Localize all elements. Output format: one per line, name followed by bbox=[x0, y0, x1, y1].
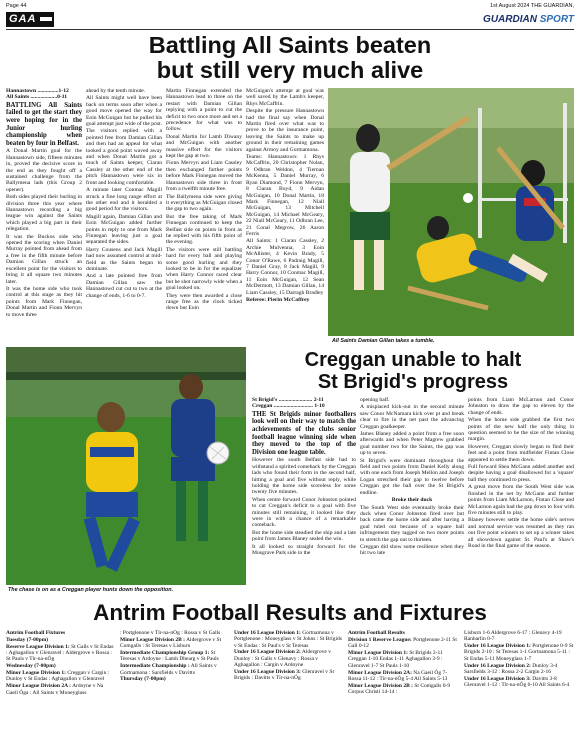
page-number: Page 44 bbox=[6, 3, 27, 9]
fixture-entry: Under 16 League Division 1: Gortnamona v Portglenone : Moneyglass v St Johns : St Brigids v St Endas : St Paul's v St Teresas bbox=[234, 630, 342, 649]
story1-headline-line1: Battling All Saints beaten bbox=[148, 32, 432, 58]
story2-para: However, Creggan slowly began to find their feet and a point from midfielder Fintan Close appeared to settle them down. bbox=[468, 443, 574, 463]
section-label: GAA bbox=[9, 13, 37, 25]
story1-para: McGuigan's attempt at goal was well saved by the Lamb's keeper, Rhys McCaffrin. bbox=[246, 88, 324, 107]
story1-para: But the free taking of Mark Finnegan continued to keep the Belfast side on points in front as he replied with his fifth point of the evening. bbox=[166, 213, 242, 246]
story1-para: Harry Cousens and Jack Magill had now assumed control at mid-field as the Saints began to dominate. bbox=[86, 246, 162, 272]
hurling-photo-illustration bbox=[328, 88, 574, 336]
story1-para: Donal Martin for Lamb Diwany and McGuigan with another massive effort for the visitors kept the gap at two. bbox=[166, 133, 242, 160]
fixture-entry: Antrim Football Results bbox=[348, 630, 405, 636]
story2-lede: THE St Brigids minor footballers look well on their way to match the achievements of the clubs senior football league winning side when they moved to the top of the Division one league table. bbox=[252, 410, 356, 456]
story2-para: St Brigid's were dominant throughout the field and two points from Daniel Kelly along with one each from Joseph Mellon and Joseph Logan stretched their gap to twelve before Creggan got the ball over the St Brigid's endline. bbox=[360, 457, 464, 496]
story2-para: It all looked so straight forward for the Musgrave Park side in the bbox=[252, 543, 356, 557]
brand-guardian: GUARDIAN bbox=[483, 14, 537, 25]
fixture-entry: Minor League Division 2B : Aldergrove v St Comgalls : St Teresas v Lisburn bbox=[120, 636, 222, 650]
fixtures-col1 bbox=[6, 630, 114, 734]
fixture-entry: Thursday (7-00pm) bbox=[120, 676, 166, 683]
story1-para: It was the home side who took control at this stage as they hit points from Mark Finnegan, Donal Martin and Fionn Mervyn to move three bbox=[6, 285, 82, 318]
fixtures-col5 bbox=[464, 630, 574, 734]
fixture-entry: Intermediate Championship Group 1: St Teresas v Ardoyne : Lamh Dhearg v St Pauls bbox=[120, 650, 219, 663]
story1-score1: Hannastown ...............1-12 bbox=[6, 88, 69, 94]
fixture-entry: Under 16 League Division 3: Glenravel v St Brigids : Davitts v Tír-na-nÓg bbox=[234, 668, 334, 682]
story1-para: Both sides played their hurling in division three this year where Hannastown recording a big league win against the Saints which played a big part in their relegation. bbox=[6, 194, 82, 233]
story1-referee: Referee: Pierin McCaffrey bbox=[246, 297, 310, 303]
brand-logo bbox=[483, 14, 574, 25]
story2-para: Creggan did show some resilience when they hit two late bbox=[360, 543, 464, 557]
story1-team-hannastown: Teams: Hannastown: 1 Rhys McCaffrin, 20 Christopher Nolan, 9 Odhran Weldon, 4 Tiernan McKenna, 5 Daniel Murray, 6 Ryan Diamond, 7 Fionn Mervyn, 8 Ciaran Boyd, 9 Aidan McGuigan, 10 Donal Martin, 18 Mark Finnegan, 12 Niall McGuigan, 13 Mitchell McGuigan, 14 Michael McGeary, 22 Niall McGeary, 11 Odhran Lee, 21 Conal Megrow, 26 Aaron Ferris bbox=[246, 154, 324, 237]
story2-subhead: Broke their duck bbox=[391, 497, 433, 504]
story1-col1 bbox=[6, 88, 82, 340]
fixture-entry: Lisburn 1-6 Aldergrove 6-17 : Glenavy 4-19 Ranbarlin 0-7 bbox=[464, 630, 562, 643]
story2-para: But the home side steadied the ship and a late point from James Blaney sealed the win. bbox=[252, 529, 356, 543]
fixture-entry: Wednesday (7-00pm) bbox=[6, 663, 56, 670]
fixture-entry: Antrim Football Fixtures bbox=[6, 630, 66, 636]
story2-para: James Blaney added a point from a free soon afterwards and when Peter Magrew grabbed goal number two for the Saints, the gap was up to seven. bbox=[360, 431, 464, 457]
story2-para: Full forward Shea McGann added another and despite having a goal disallowed for a 'square' ball they continued to press. bbox=[468, 464, 574, 483]
fixture-entry: Division 1 Reserve League: Portglenone 2-11 St Gall 0-12 bbox=[348, 636, 457, 650]
story1-para: Martin Finnegan extended the Hannastown lead to three on the restart with Damian Gillan replying with a point to cut the deficit to two once more and set a precedence for what was to follow. bbox=[166, 88, 242, 133]
story2-col2 bbox=[360, 397, 464, 589]
story2-score1: St Brigid's ........................ 2-11 bbox=[252, 397, 324, 403]
story1-para: ahead by the tenth minute. bbox=[86, 88, 146, 94]
story1-team-allsaints: All Saints: 1 Ciaran Cassley, 2 Archie Mulvenna, 3 Eoin McAllister, 4 Kevin Brady, 5 Conor O'Rawe, 6 Padraig Magill, 7 Daniel Gray, 8 Jack Magill, 9 Harry Connor, 10 Conmac Magill, 11 Eoin McGuigan, 12 Sean McDermott, 13 Damian Gillan, 14 Liam Cassley, 15 Darragh Bradley bbox=[246, 238, 324, 296]
section-logo bbox=[6, 12, 54, 27]
fixture-entry: Minor League Division 2A: Na Gaeil Óg 7- Rossa 11-12 : Tír-na-nÓg 5-4 All Saints 5-13 bbox=[348, 669, 448, 682]
story2-score2: Creggan ............................ 1-10 bbox=[252, 403, 325, 410]
fixtures-col3 bbox=[234, 630, 342, 734]
section-bar-icon bbox=[40, 17, 52, 21]
story1-para: The visitors replied with a pointed free from Damian Gillan and then had an appeal for what looked a good point waved away and when Donal Martin got a touch of Saints keeper, Ciaran Cassley at the other end of the pitch Hannastown were six in front and looking comfortable. bbox=[86, 128, 162, 186]
fixture-entry: : Portglenone v Tír-na-nÓg : Rossa v St Galls bbox=[120, 630, 221, 636]
fixture-entry: Under 16 League Division 3: Davitts 3-8 Glenravel 1-12 : Tír-na-nÓg 0-10 All Saints 6-4 bbox=[464, 675, 570, 689]
story2-col3 bbox=[468, 397, 574, 589]
story2-para: A great move from the South West side was finished in the net by McGann and further points from Liam McLarnon, Fintan Close and McLarnon again had the gap down to four with five minutes still to play. bbox=[468, 484, 574, 516]
fixture-entry: Minor League Division 1: Creggan v Cargin : Dunloy v St Endas : Aghagallon v Glenravel bbox=[6, 670, 110, 683]
story1-col4 bbox=[246, 88, 324, 340]
fixture-entry: Minor League Division 2A : Ardoyne v Na Gaeil Óga : All Saints v Moneyglass bbox=[6, 683, 104, 696]
fixture-entry: Under 16 League Division 1: Portglenone 0-9 St Brigids 2-10 : St Teresas 1-1 Gortnamona 5-11 : St Endas 5-11 Moneyglass 1-7 bbox=[464, 643, 574, 662]
fixture-entry: Minor League Division 2B : St Comgalls 0-9 Corpus Christi 14-14 : bbox=[348, 682, 451, 696]
story1-score2: All Saints ...................0-11 bbox=[6, 94, 68, 101]
fixture-entry: Intermediate Championship : All Saints v Gortnamona : Sarsfields v Davitts bbox=[120, 663, 217, 676]
fixtures-col4 bbox=[348, 630, 458, 734]
issue-date: 1st August 2024 THE GUARDIAN, bbox=[490, 3, 574, 9]
story2-para: When centre forward Conor Johnston pointed to cut Creggan's deficit to a goal with five minutes still remaining, it looked like they were in with a chance of a remarkable comeback. bbox=[252, 496, 356, 529]
fixture-entry: Tuesday (7-00pm) bbox=[6, 636, 49, 643]
story1-headline-line2: but still very much alive bbox=[156, 57, 424, 83]
story1-para: Despite the pressure Hannastown had the final say when Donal Martin fired over what was to prove to be the insurance point, leaving the Saints to make up ground in their remaining games against Armoy and Gortnamona. bbox=[246, 108, 324, 153]
story2-para: opening half. bbox=[360, 397, 390, 403]
story1-para: Fionn Mervyn and Liam Cassley then exchanged further points before Mark Finnegan moved the Hannastown side three in front from a twelfth minute free. bbox=[166, 160, 242, 193]
header-rule bbox=[6, 29, 574, 30]
story2-headline-line1: Creggan unable to halt bbox=[304, 349, 522, 371]
fixtures-headline: Antrim Football Results and Fixtures bbox=[93, 600, 487, 625]
story1-para: A minute later Conmac Magill struck a fine long range effort at the other end and it heralded a good period for the visitors. bbox=[86, 187, 162, 213]
fixtures-col2 bbox=[120, 630, 228, 734]
fixture-entry: Reserve League Division 1: St Galls v St Endas : Aghagallon v Glenravel : Aldergrove v Rossa : St Pauls v Tír-na-nÓg bbox=[6, 643, 114, 663]
story2-caption: The chase is on as a Creggan player hunts down the opposition. bbox=[8, 587, 174, 593]
story2-photo bbox=[6, 347, 246, 585]
story2-para: Blaney however settle the home side's nerves and normal service was resumed as they ran out five point winners to set up a winner takes all showdown against St. Paul's at Shaw's Road in the final game of the season. bbox=[468, 517, 574, 549]
story2-headline-line2: St Brigid's progress bbox=[317, 371, 509, 393]
story2-col1 bbox=[252, 397, 356, 589]
fixture-entry: Under 16 League Division 2: Dunloy 3-4 Sarsfields 3-12 : Rossa 2-2 Cargin 2-16 bbox=[464, 662, 558, 675]
story1-col3 bbox=[166, 88, 242, 340]
story2-para: A misplaced kick-out in the second minute saw Conor McNamara kick over pt and break clear to fire in the net past the advancing Creggan goalkeeper. bbox=[360, 404, 464, 430]
story1-photo bbox=[328, 88, 574, 336]
story1-para: They were then awarded a close range free as the clock ticked down but Eoin bbox=[166, 292, 242, 312]
story2-para: However the south Belfast side had to withstand a spirited comeback by the Creggan lads who found their form in the second half, hitting a goal and five without reply, while holding the home side scoreless for some twenty five minutes. bbox=[252, 457, 356, 496]
story1-para: A Donal Martin goal for the Hannastown side, fifteen minutes in, proved the decisive score in the end as they fought off a sustained challenge from the Ballymena lads (this Group 2 opener). bbox=[6, 148, 82, 193]
story1-lede: BATTLING All Saints failed to get the start they were hoping for in the Junior hurling championship when beaten by four in Belfast. bbox=[6, 101, 82, 147]
story2-para: The South West side eventually broke their duck when Conor Johnston fired over but back came the home side and after having a goal ruled out because of a square ball infringement they tagged on two more points to stretch the gap out to thirteen. bbox=[360, 504, 464, 543]
story1-caption: All Saints Damian Gillan takes a tumble. bbox=[332, 338, 435, 344]
page-header bbox=[6, 2, 574, 11]
brand-sport: SPORT bbox=[539, 14, 574, 25]
story1-para: Magill again, Damian Gillan and Eoin McGuigan added further points in reply to one from Mark Finnegan leaving just a goal separated the sides. bbox=[86, 213, 162, 246]
story2-para: When the home side grabbed the first two points of the new half the only thing in question seemed to be the size of the winning margin. bbox=[468, 417, 574, 443]
story1-para: It was the Buckos side who opened the scoring when Daniel Murray pointed from ahead from a free in the fifth minute before Damian Gillan struck an excellent point for the visitors to bring it all square two minutes later. bbox=[6, 233, 82, 285]
story1-col2 bbox=[86, 88, 162, 340]
football-photo-illustration bbox=[6, 347, 246, 585]
story2-para: points from Liam McLarnon and Conor Johnston to draw the gap to eleven by the change of ends. bbox=[468, 397, 574, 416]
story2-headline bbox=[252, 349, 574, 393]
story1-para: The visitors were still battling hard for every ball and playing some good hurling and they looked to be in for the equalizer when Harry Connor raced clear but he shot narrowly wide when a goal looked on. bbox=[166, 246, 242, 292]
story1-para: All Saints might well have been back on terms soon after when a good move opened the way for Eoin McGuigan but he pulled his goal attempt just wide of the post. bbox=[86, 95, 162, 128]
story1-para: And a late pointed free from Damian Gillan saw the Hannastowd cut cut to two at the change of ends, 1-6 to 0-7. bbox=[86, 273, 162, 299]
story1-headline bbox=[6, 33, 574, 83]
fixture-entry: Under 16 League Division 2: Aldergrove v Dunloy : St Galls v Glenavy : Rossa v Aghagallon : Cargin v Ardoyne bbox=[234, 649, 331, 669]
story1-para: The Ballymena side were giving it everything as McGuigan closed the gap to two again. bbox=[166, 193, 242, 213]
fixture-entry: Minor League Division 1: St Brigids 2-11 Creggan 1-10 Endas 1-11 Aghagallon 3-9 : Glenravel 1-7 St Pauls 1-10 bbox=[348, 650, 443, 669]
